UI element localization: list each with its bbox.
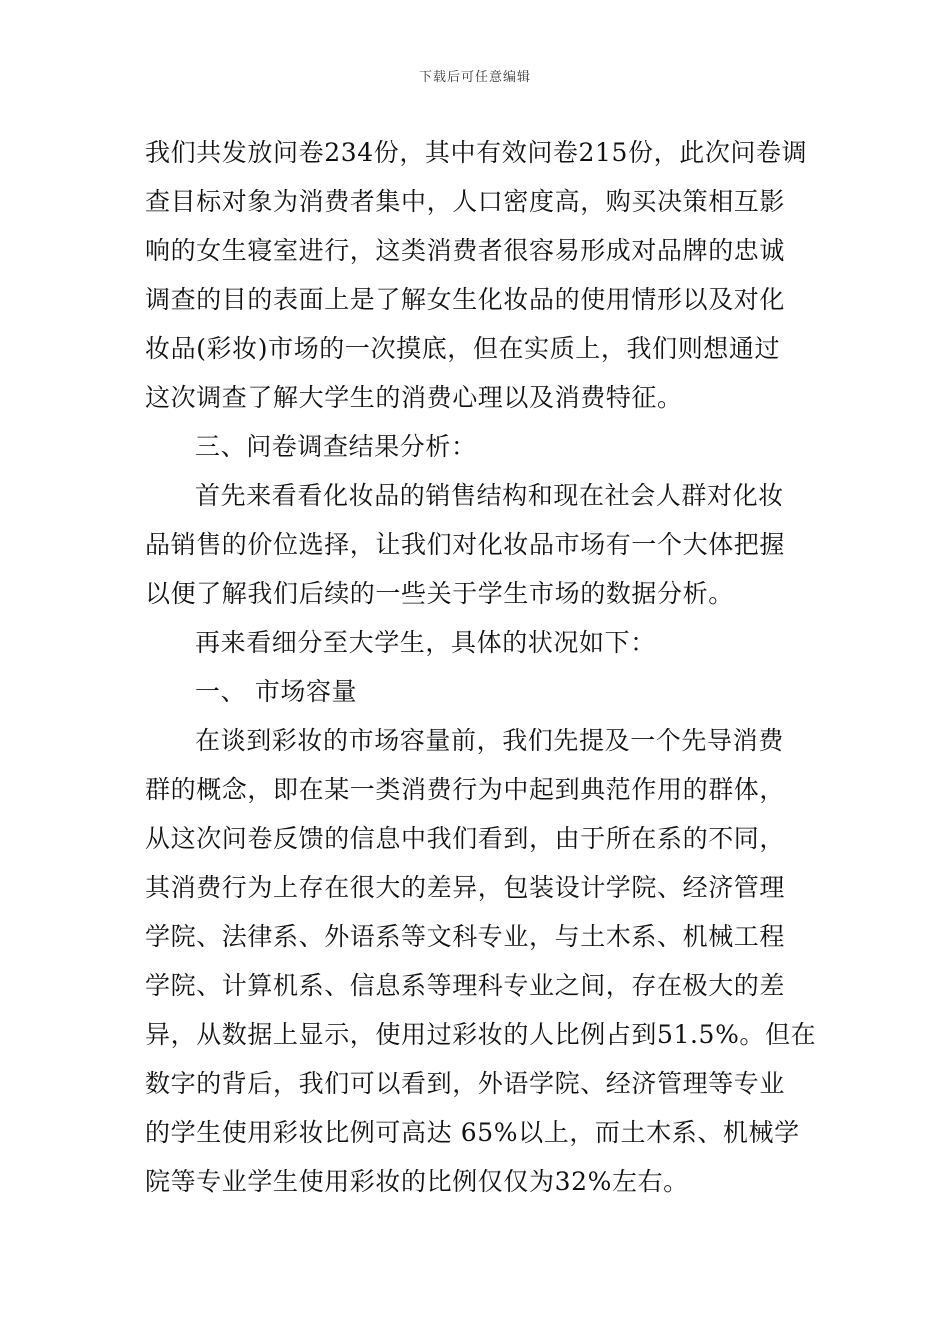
page-header-note: 下载后可任意编辑 [418, 70, 531, 85]
text-line: 我们共发放问卷234份，其中有效问卷215份，此次问卷调 [145, 138, 808, 167]
text-line: 首先来看看化妆品的销售结构和现在社会人群对化妆 [195, 481, 784, 510]
text-line: 以便了解我们后续的一些关于学生市场的数据分析。 [145, 579, 734, 608]
text-line: 调查的目的表面上是了解女生化妆品的使用情形以及对化 [145, 285, 786, 314]
text-line: 响的女生寝室进行，这类消费者很容易形成对品牌的忠诚 [145, 236, 786, 265]
text-line: 这次调查了解大学生的消费心理以及消费特征。 [145, 383, 683, 412]
text-line: 三、问卷调查结果分析： [195, 432, 477, 461]
text-line: 从这次问卷反馈的信息中我们看到，由于所在系的不同， [145, 824, 786, 853]
text-line: 异，从数据上显示，使用过彩妆的人比例占到51.5%。但在 [145, 1020, 817, 1049]
text-line: 院等专业学生使用彩妆的比例仅仅为32%左右。 [145, 1167, 689, 1196]
text-line: 品销售的价位选择，让我们对化妆品市场有一个大体把握 [145, 530, 786, 559]
text-line: 学院、法律系、外语系等文科专业，与土木系、机械工程 [145, 922, 786, 951]
text-line: 查目标对象为消费者集中，人口密度高，购买决策相互影 [145, 187, 786, 216]
text-line: 群的概念，即在某一类消费行为中起到典范作用的群体， [145, 775, 786, 804]
text-line: 学院、计算机系、信息系等理科专业之间，存在极大的差 [145, 971, 786, 1000]
text-line: 再来看细分至大学生，具体的状况如下： [195, 628, 656, 657]
text-line: 的学生使用彩妆比例可高达 65%以上，而土木系、机械学 [145, 1118, 800, 1147]
text-line: 在谈到彩妆的市场容量前，我们先提及一个先导消费 [195, 726, 784, 755]
text-line: 数字的背后，我们可以看到，外语学院、经济管理等专业 [145, 1069, 786, 1098]
document-body [145, 128, 817, 1206]
text-line: 其消费行为上存在很大的差异，包装设计学院、经济管理 [145, 873, 786, 902]
text-line: 妆品(彩妆)市场的一次摸底，但在实质上，我们则想通过 [145, 334, 781, 363]
text-line: 一、 市场容量 [195, 677, 358, 706]
